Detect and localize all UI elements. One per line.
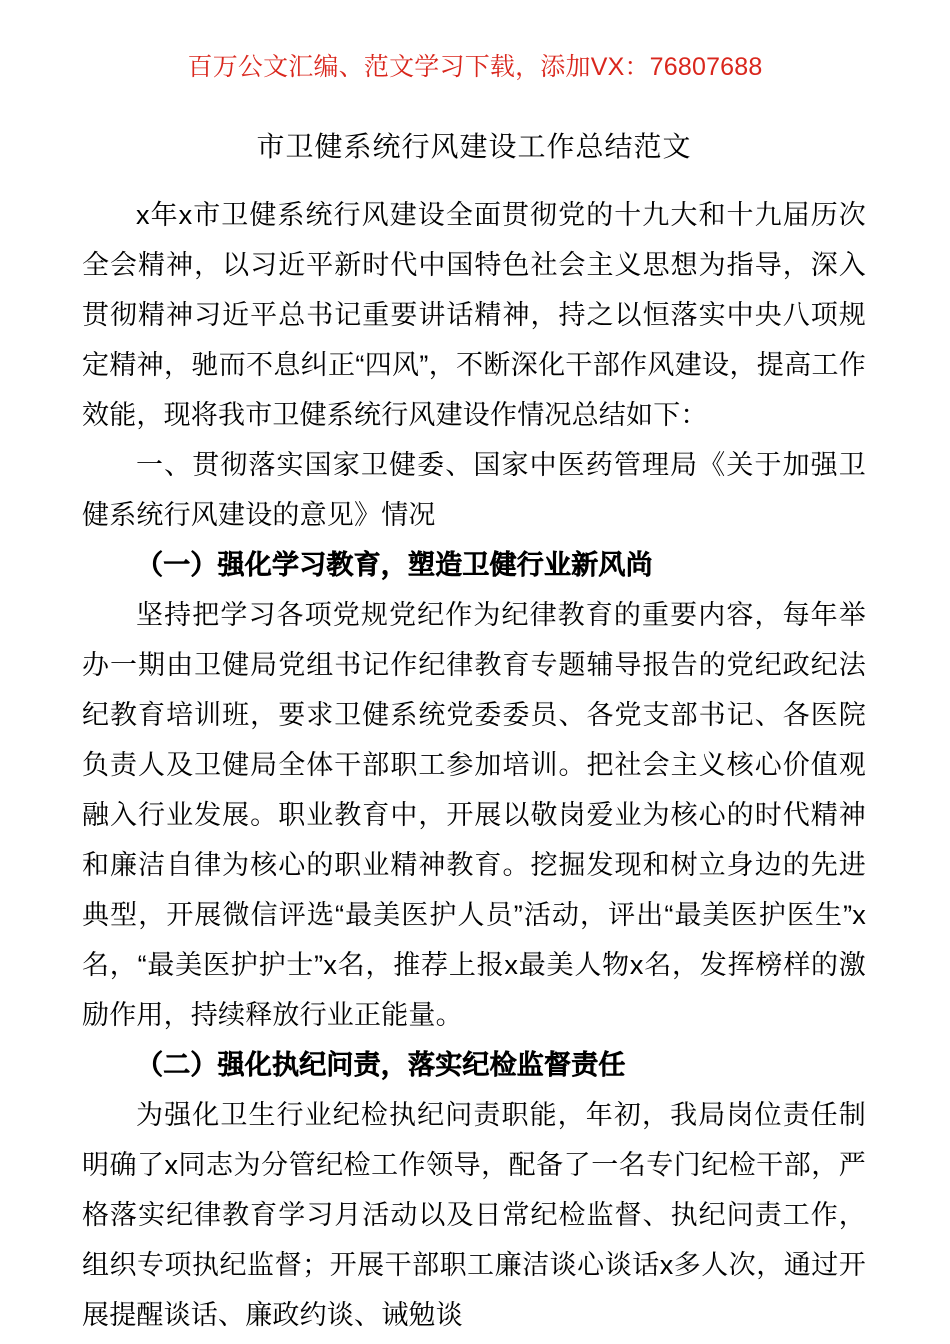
page-title: 市卫健系统行风建设工作总结范文 bbox=[256, 131, 692, 162]
document-content bbox=[0, 126, 950, 1340]
paragraph-subsection-two-body: 为强化卫生行业纪检执纪问责职能，年初，我局岗位责任制明确了x同志为分管纪检工作领导，配备了一名专门纪检干部，严格落实纪律教育学习月活动以及日常纪检监督、执纪问责工作，组织专项执纪监督；开展干部职工廉洁谈心谈话x多人次，通过开展提醒谈话、廉政约谈、诫勉谈 bbox=[82, 1100, 866, 1330]
subheading-one: （一）强化学习教育，塑造卫健行业新风尚 bbox=[136, 550, 653, 580]
paragraph-intro: x年x市卫健系统行风建设全面贯彻党的十九大和十九届历次全会精神，以习近平新时代中国特色社会主义思想为指导，深入贯彻精神习近平总书记重要讲话精神，持之以恒落实中央八项规定精神，驰而不息纠正“四风”，不断深化干部作风建设，提高工作效能，现将我市卫健系统行风建设作情况总结如下： bbox=[82, 200, 866, 430]
paragraph-section-one-heading: 一、贯彻落实国家卫健委、国家中医药管理局《关于加强卫健系统行风建设的意见》情况 bbox=[82, 450, 866, 530]
paragraph-subsection-one-body: 坚持把学习各项党规党纪作为纪律教育的重要内容，每年举办一期由卫健局党组书记作纪律教育专题辅导报告的党纪政纪法纪教育培训班，要求卫健系统党委委员、各党支部书记、各医院负责人及卫健局全体干部职工参加培训。把社会主义核心价值观融入行业发展。职业教育中，开展以敬岗爱业为核心的时代精神和廉洁自律为核心的职业精神教育。挖掘发现和树立身边的先进典型，开展微信评选“最美医护人员”活动，评出“最美医护医生”x名，“最美医护护士”x名，推荐上报x最美人物x名，发挥榜样的激励作用，持续释放行业正能量。 bbox=[82, 600, 866, 1030]
promo-watermark-header: 百万公文汇编、范文学习下载，添加VX：76807688 bbox=[187, 53, 763, 81]
subheading-two: （二）强化执纪问责，落实纪检监督责任 bbox=[136, 1050, 626, 1080]
